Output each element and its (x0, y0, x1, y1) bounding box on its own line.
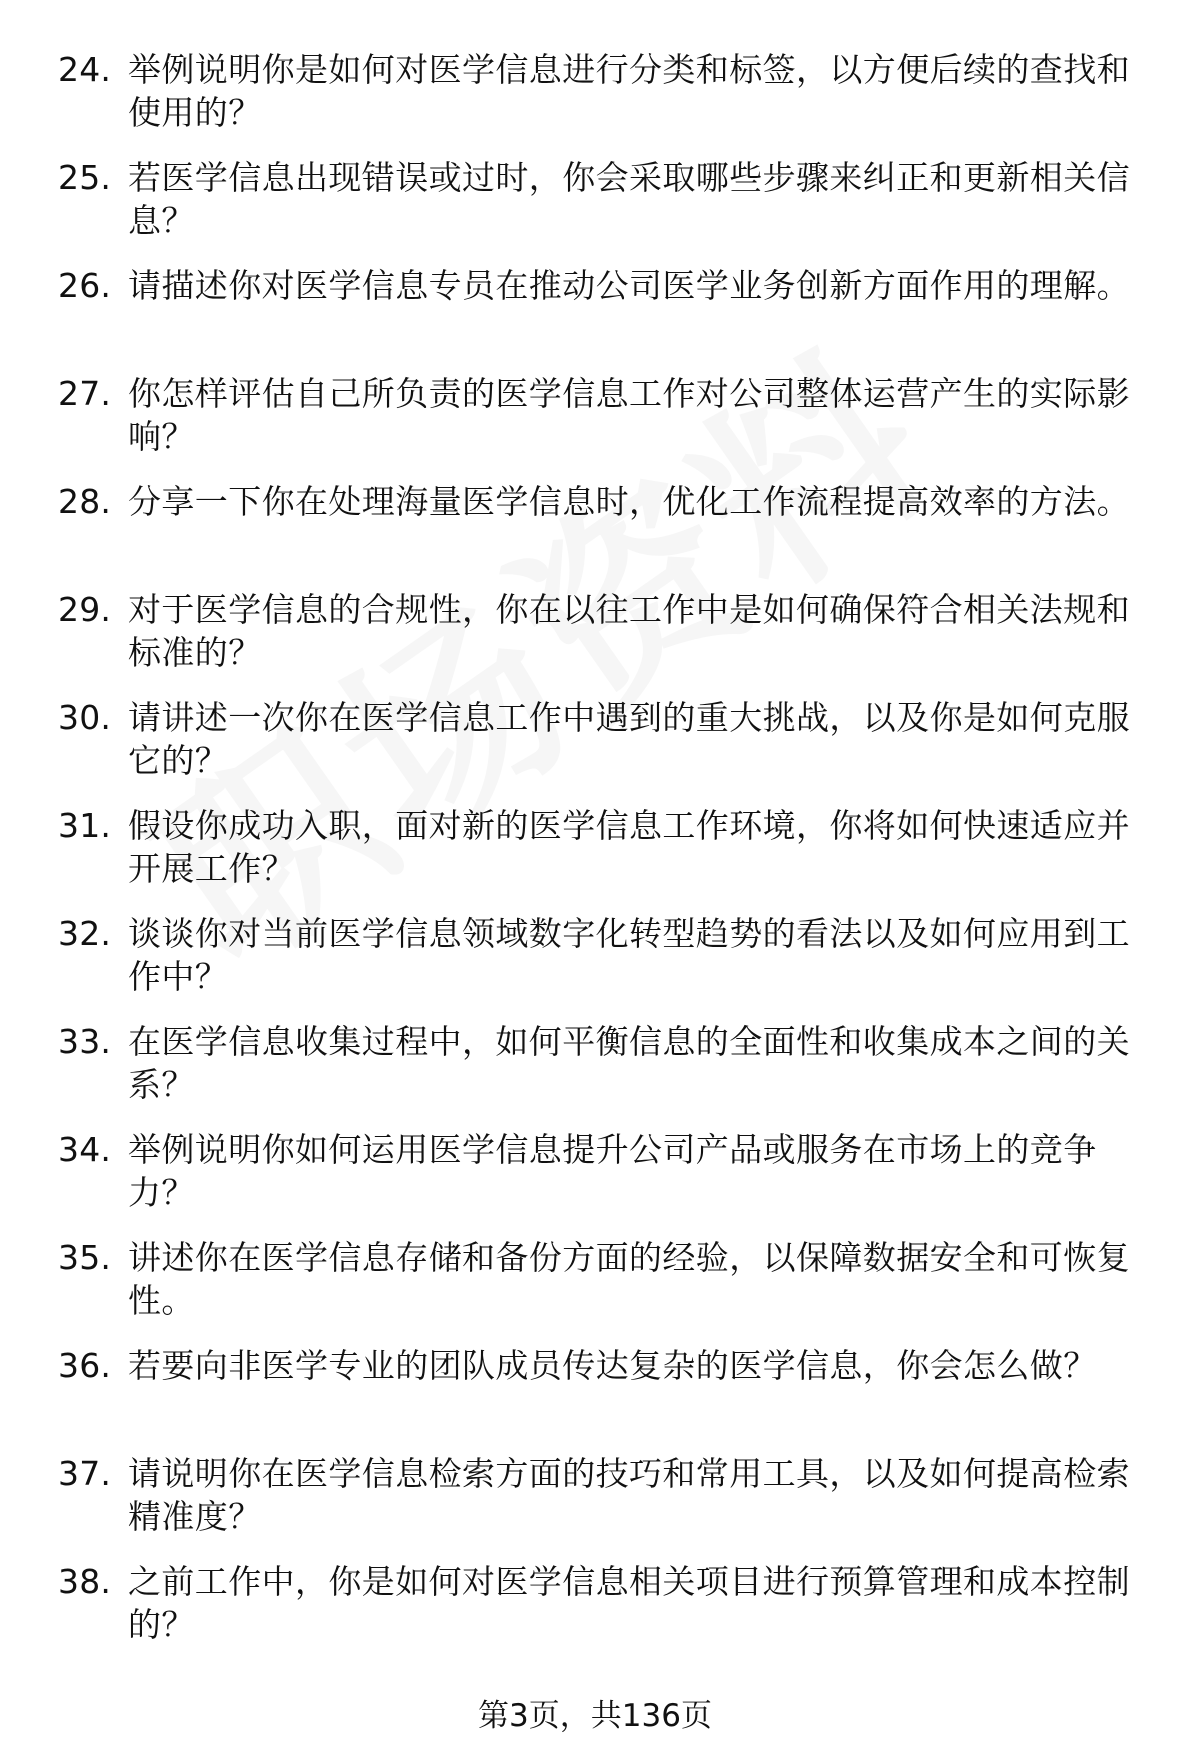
question-item-30 (58, 696, 1148, 804)
question-number: 32. (58, 914, 112, 953)
question-item-38 (58, 1560, 1148, 1668)
question-item-36 (58, 1344, 1148, 1452)
question-number: 27. (58, 374, 112, 413)
question-text: 举例说明你如何运用医学信息提升公司产品或服务在市场上的竞争力？ (128, 1130, 1097, 1212)
question-item-26 (58, 264, 1148, 372)
question-item-29 (58, 588, 1148, 696)
question-text: 分享一下你在处理海量医学信息时，优化工作流程提高效率的方法。 (128, 482, 1130, 521)
question-number: 36. (58, 1346, 112, 1385)
question-text: 请说明你在医学信息检索方面的技巧和常用工具，以及如何提高检索精准度？ (128, 1454, 1130, 1536)
question-text: 之前工作中，你是如何对医学信息相关项目进行预算管理和成本控制的？ (128, 1562, 1130, 1644)
question-item-35 (58, 1236, 1148, 1344)
question-number: 33. (58, 1022, 112, 1061)
question-text: 对于医学信息的合规性，你在以往工作中是如何确保符合相关法规和标准的？ (128, 590, 1130, 672)
question-item-32 (58, 912, 1148, 1020)
question-item-31 (58, 804, 1148, 912)
question-text: 假设你成功入职，面对新的医学信息工作环境，你将如何快速适应并开展工作？ (128, 806, 1130, 888)
question-text: 讲述你在医学信息存储和备份方面的经验，以保障数据安全和可恢复性。 (128, 1238, 1130, 1320)
question-item-27 (58, 372, 1148, 480)
question-number: 24. (58, 50, 112, 89)
question-text: 举例说明你是如何对医学信息进行分类和标签，以方便后续的查找和使用的？ (128, 50, 1130, 132)
question-number: 31. (58, 806, 112, 845)
question-item-25 (58, 156, 1148, 264)
question-item-24 (58, 48, 1148, 156)
question-text: 请讲述一次你在医学信息工作中遇到的重大挑战，以及你是如何克服它的？ (128, 698, 1130, 780)
question-text: 在医学信息收集过程中，如何平衡信息的全面性和收集成本之间的关系？ (128, 1022, 1130, 1104)
question-text: 若要向非医学专业的团队成员传达复杂的医学信息，你会怎么做？ (128, 1346, 1097, 1385)
question-list (58, 48, 1148, 1668)
question-number: 34. (58, 1130, 112, 1169)
question-item-37 (58, 1452, 1148, 1560)
question-text: 请描述你对医学信息专员在推动公司医学业务创新方面作用的理解。 (128, 266, 1130, 305)
question-item-28 (58, 480, 1148, 588)
question-number: 28. (58, 482, 112, 521)
question-item-33 (58, 1020, 1148, 1128)
page-footer: 第3页，共136页 (478, 1698, 712, 1734)
question-text: 若医学信息出现错误或过时，你会采取哪些步骤来纠正和更新相关信息？ (128, 158, 1130, 240)
question-number: 26. (58, 266, 112, 305)
question-number: 35. (58, 1238, 112, 1277)
question-number: 29. (58, 590, 112, 629)
question-number: 38. (58, 1562, 112, 1601)
question-number: 30. (58, 698, 112, 737)
question-text: 谈谈你对当前医学信息领域数字化转型趋势的看法以及如何应用到工作中？ (128, 914, 1130, 996)
question-text: 你怎样评估自己所负责的医学信息工作对公司整体运营产生的实际影响？ (128, 374, 1130, 456)
question-number: 37. (58, 1454, 112, 1493)
question-number: 25. (58, 158, 112, 197)
question-item-34 (58, 1128, 1148, 1236)
